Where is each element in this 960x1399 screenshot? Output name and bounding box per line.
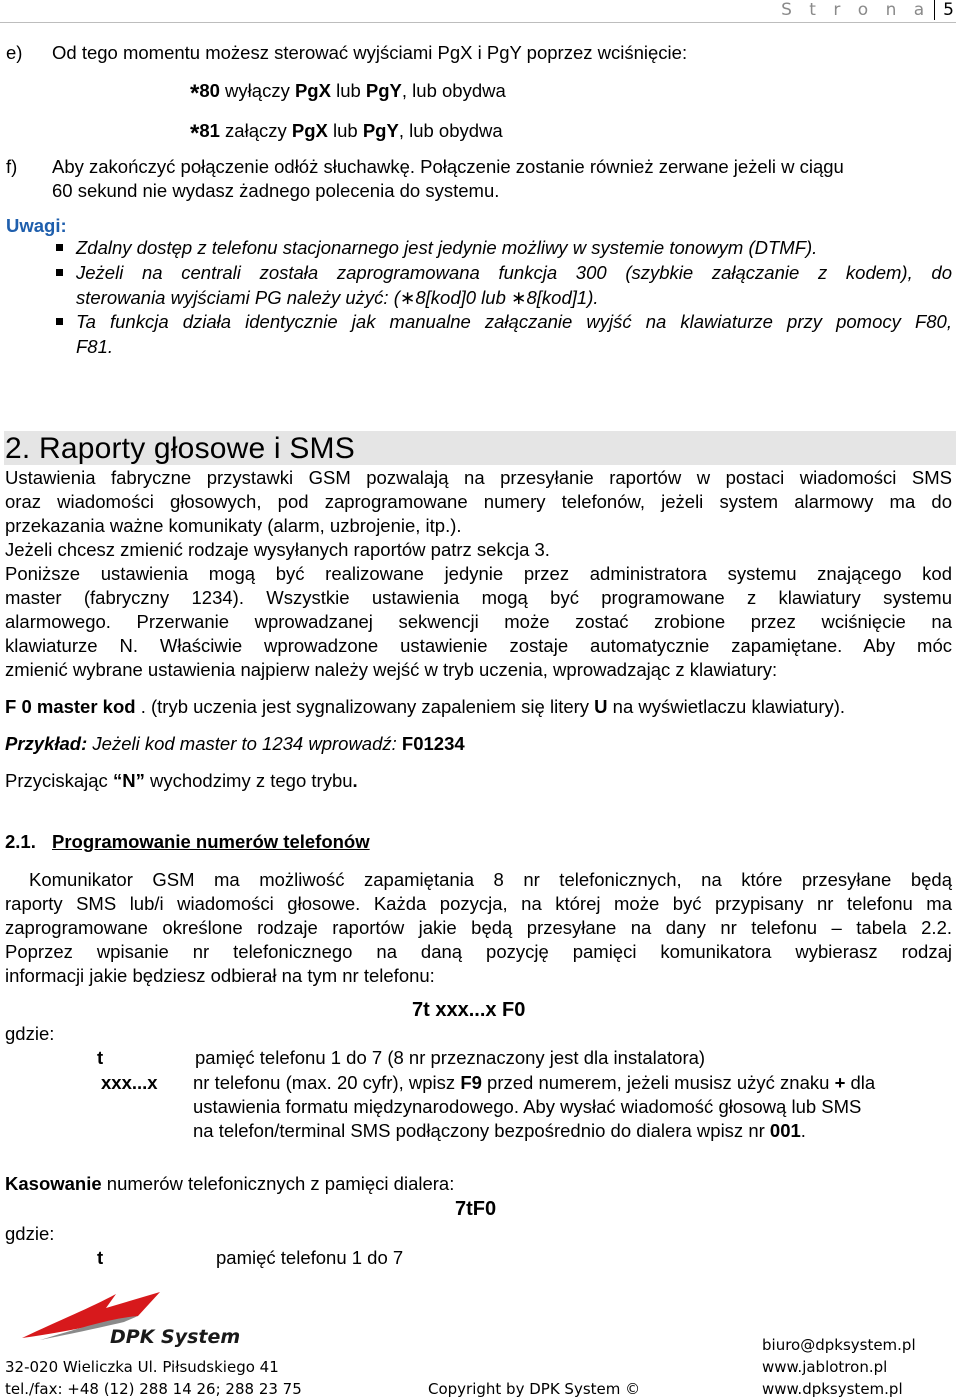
sec2-p1-line1: Ustawienia fabryczne przystawki GSM pozwalają na przesyłanie raportów w postaci wiadomości SMS xyxy=(5,467,952,488)
lub-word: lub xyxy=(327,120,363,141)
uwagi-bullet-1: Zdalny dostęp z telefonu stacjonarnego jest jedynie możliwy w systemie tonowym (DTMF). xyxy=(76,237,818,258)
code-80: 80 xyxy=(199,80,220,101)
gdzie-label: gdzie: xyxy=(5,1023,55,1044)
sec2-p1-line3: przekazania ważne komunikaty (alarm, uzbrojenie, itp.). xyxy=(5,515,462,536)
param-t-key: t xyxy=(97,1047,104,1068)
delete-line xyxy=(5,1172,454,1196)
code-80-desc: wyłączy xyxy=(219,80,295,101)
item-e-marker: e) xyxy=(6,42,23,63)
sec2-p3-line3: alarmowego. Przerwanie wprowadzanej sekwencji może zostać zrobione przez wciśnięcie na xyxy=(5,611,952,632)
code-81-tail: , lub obydwa xyxy=(398,120,503,141)
uwagi-title: Uwagi: xyxy=(6,215,67,236)
learn-mode-line xyxy=(5,695,845,719)
exit-post: wychodzimy z tego trybu xyxy=(144,770,353,791)
sec21-p-line4: Poprzez wpisanie nr telefonicznego na daną pozycję pamięci komunikatora wybierasz rodzaj xyxy=(5,941,952,962)
x-desc3-c: . xyxy=(800,1120,806,1141)
footer-email[interactable]: biuro@dpksystem.pl xyxy=(762,1336,916,1354)
pgx-label: PgX xyxy=(294,80,331,101)
bullet-icon xyxy=(56,269,63,276)
footer-address: 32-020 Wieliczka Ul. Piłsudskiego 41 xyxy=(5,1358,279,1376)
delete-desc: numerów telefonicznych z pamięci dialera: xyxy=(101,1173,455,1194)
exit-line xyxy=(5,769,358,793)
exit-pre: Przyciskając xyxy=(5,770,113,791)
code-81-desc: załączy xyxy=(219,120,292,141)
delete-formula: 7tF0 xyxy=(455,1198,497,1220)
param-t-desc: pamięć telefonu 1 do 7 (8 nr przeznaczony jest dla instalatora) xyxy=(195,1047,706,1068)
param-t2-key: t xyxy=(97,1247,104,1268)
sec21-p-line5: informacji jakie będziesz odbierał na tym nr telefonu: xyxy=(5,965,435,986)
item-f-marker: f) xyxy=(6,156,18,177)
sec2-p1-line2: oraz wiadomości głosowych, pod zaprogramowane numery telefonów, jeżeli system alarmowy ma do xyxy=(5,491,952,512)
star-symbol: * xyxy=(190,80,200,107)
param-t2-desc: pamięć telefonu 1 do 7 xyxy=(216,1247,404,1268)
item-f-line2: 60 sekund nie wydasz żadnego polecenia do systemu. xyxy=(52,180,500,201)
code-80-line xyxy=(190,79,506,106)
dpk-logo xyxy=(20,1290,241,1350)
f9-key: F9 xyxy=(460,1072,482,1093)
uwagi-bullet-3-line1: Ta funkcja działa identycznie jak manualne załączanie wyjść na klawiaturze przy pomocy F80, xyxy=(76,311,952,332)
x-desc-a: nr telefonu (max. 20 cyfr), wpisz xyxy=(193,1072,461,1093)
star-symbol: * xyxy=(190,120,200,147)
page-header xyxy=(781,0,954,20)
code-001: 001 xyxy=(769,1120,801,1141)
code-81-line xyxy=(190,119,503,146)
example-text: Jeżeli kod master to 1234 wprowadź: xyxy=(87,733,402,754)
example-code: F01234 xyxy=(401,733,465,754)
sec2-p3-line5: zmienić wybrane ustawienia najpierw należy wejść w tryb uczenia, wprowadzając z klawiatury: xyxy=(5,659,778,680)
gdzie-label-2: gdzie: xyxy=(5,1223,55,1244)
sec21-p-line3: zaprogramowane określone rodzaje raportów jakie będą przesyłane na dany nr telefonu – tabela 2.2. xyxy=(5,917,952,938)
uwagi-bullet-2-line2: sterowania wyjściami PG należy użyć: (∗8[kod]0 lub ∗8[kod]1). xyxy=(76,287,599,308)
uwagi-bullet-2-line1: Jeżeli na centrali została zaprogramowana funkcja 300 (szybkie załączanie z kodem), do xyxy=(76,262,952,283)
code-81: 81 xyxy=(199,120,220,141)
learn-mode-tail: na wyświetlaczu klawiatury). xyxy=(607,696,846,717)
footer-copyright: Copyright by DPK System © xyxy=(428,1380,641,1398)
learn-mode-desc: . (tryb uczenia jest sygnalizowany zapaleniem się litery xyxy=(135,696,595,717)
logo-text: DPK System xyxy=(110,1326,241,1348)
store-formula: 7t xxx...x F0 xyxy=(412,999,526,1021)
exit-dot: . xyxy=(352,770,358,791)
section-2-title: 2. Raporty głosowe i SMS xyxy=(5,432,355,465)
pgy-label: PgY xyxy=(365,80,402,101)
param-x-desc-line3 xyxy=(193,1119,806,1143)
footer-web-dpk[interactable]: www.dpksystem.pl xyxy=(762,1380,903,1398)
sec2-p2: Jeżeli chcesz zmienić rodzaje wysyłanych raportów patrz sekcja 3. xyxy=(5,539,550,560)
sec21-p-line1: Komunikator GSM ma możliwość zapamiętania 8 nr telefonicznych, na które przesyłane będą xyxy=(29,869,952,890)
item-e-text: Od tego momentu możesz sterować wyjściami PgX i PgY poprzez wciśnięcie: xyxy=(52,42,688,63)
sec2-p3-line1: Poniższe ustawienia mogą być realizowane jedynie przez administratora systemu znającego kod xyxy=(5,563,952,584)
footer-phone: tel./fax: +48 (12) 288 14 26; 288 23 75 xyxy=(5,1380,302,1398)
section-21-number: 2.1. xyxy=(5,831,36,852)
param-x-desc-line2: ustawienia formatu międzynarodowego. Aby wysłać wiadomość głosową lub SMS xyxy=(193,1096,862,1117)
header-divider xyxy=(0,22,956,23)
learn-mode-code: F 0 master kod xyxy=(5,696,136,717)
plus-key: + xyxy=(834,1072,846,1093)
example-line xyxy=(5,732,465,756)
param-x-desc-line1 xyxy=(193,1071,875,1095)
example-label: Przykład: xyxy=(5,733,88,754)
pgx-label: PgX xyxy=(291,120,328,141)
lub-word: lub xyxy=(330,80,366,101)
x-desc-c: przed numerem, jeżeli musisz użyć znaku xyxy=(481,1072,835,1093)
param-x-key: xxx...x xyxy=(101,1072,158,1093)
section-21-title: Programowanie numerów telefonów xyxy=(52,831,370,852)
footer-web-jablotron[interactable]: www.jablotron.pl xyxy=(762,1358,888,1376)
sec2-p3-line2: master (fabryczny 1234). Wszystkie ustawienia mogą być programowane z klawiatury systemu xyxy=(5,587,952,608)
sec2-p3-line4: klawiaturze N. Właściwie wprowadzone ustawienie zostaje automatycznie zapamiętane. Aby móc xyxy=(5,635,952,656)
sec21-p-line2: raporty SMS lub/i wiadomości głosowe. Każda pozycja, na której może być przypisany nr telefonu ma xyxy=(5,893,952,914)
bullet-icon xyxy=(56,244,63,251)
page-label: S t r o n a xyxy=(781,0,931,20)
x-desc3-a: na telefon/terminal SMS podłączony bezpośrednio do dialera wpisz nr xyxy=(193,1120,770,1141)
letter-u: U xyxy=(594,696,608,717)
delete-label: Kasowanie xyxy=(5,1173,102,1194)
uwagi-bullet-3-line2: F81. xyxy=(76,336,114,357)
item-f-line1: Aby zakończyć połączenie odłóż słuchawkę. Połączenie zostanie również zerwane jeżeli w ciągu xyxy=(52,156,844,177)
code-80-tail: , lub obydwa xyxy=(401,80,506,101)
pgy-label: PgY xyxy=(362,120,399,141)
bullet-icon xyxy=(56,318,63,325)
page-number: 5 xyxy=(934,0,954,20)
x-desc-e: dla xyxy=(845,1072,876,1093)
exit-key: “N” xyxy=(112,770,145,791)
